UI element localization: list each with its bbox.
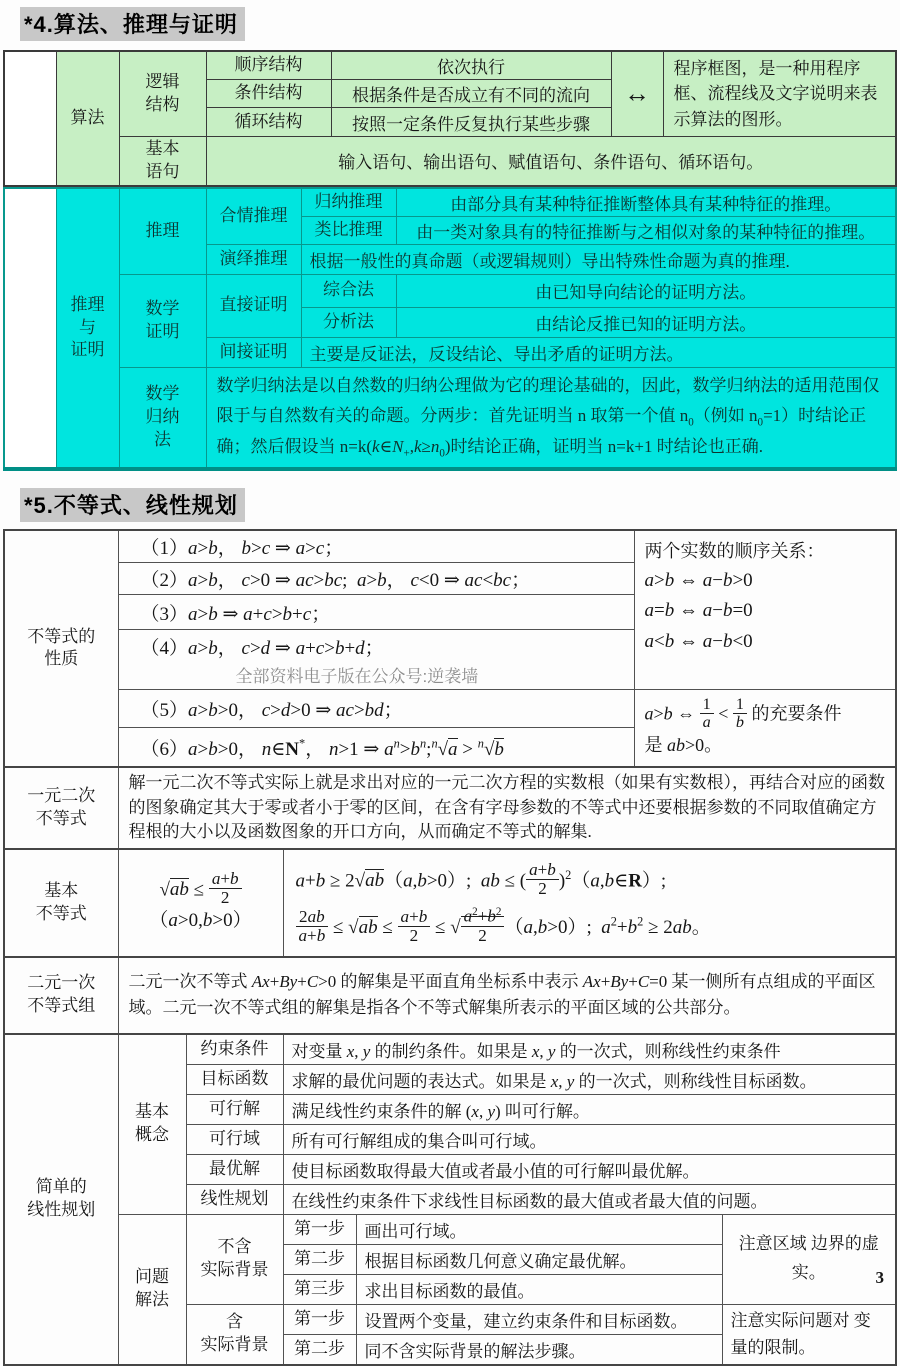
label-line: 不等式组 [27,996,96,1016]
basic-inequality-line2: $\frac{2ab}{a+b}$ ≤ √ab ≤ $\frac{a+b}{2}$ ≤ √ $\frac{a^2+b^2}{2}$ （a,b>0）; $a^2+b^2 \ge 2ab$。 [296,907,884,945]
feasible-region-desc: 所有可行解组成的集合叫可行域。 [283,1124,896,1154]
order-relation-note [634,530,896,690]
table-row [4,137,896,186]
objective-function-desc: 求解的最优问题的表达式。如果是 x, y 的一次式，则称线性目标函数。 [283,1064,896,1094]
section4-title: *4.算法、推理与证明 [20,7,245,41]
table-row [4,690,896,728]
analytic-method-label: 分析法 [301,307,396,337]
math-induction-desc: 数学归纳法是以自然数的归纳公理做为它的理论基础的，因此，数学归纳法的适用范围仅限于与自然数有关的命题。分两步：首先证明当 n 取第一个值 $n_0$（例如 $n_0=1$）时结论正确；然后假设当 $n=k(k\in N_+,k\ge n_0)$时结论正确，证明当 n=k+1 时结论也正确. [206,367,896,469]
label-line: 实际背景 [200,1260,269,1280]
property-6: （6）a>b>0， n∈N*， n>1 ⇒ $a^n>b^n;^n√a > ^n√b$ [118,728,634,767]
note-line: a<b ⇔ a−b<0 [644,630,753,652]
linear-programming-def-label: 线性规划 [186,1184,283,1214]
step1-desc: 画出可行域。 [356,1214,722,1244]
label-line: 证明 [70,340,105,360]
math-induction-label [119,367,206,469]
page-number: 3 [875,1268,884,1287]
step2-desc: 根据目标函数几何意义确定最优解。 [356,1244,722,1274]
feasible-region-label: 可行域 [186,1124,283,1154]
label-line: 证明 [145,321,180,341]
label-line: 线性规划 [27,1200,96,1220]
plausible-reasoning-label: 合情推理 [206,188,301,245]
linear-system-label [4,957,118,1034]
table-row [4,188,896,217]
synthetic-method-label: 综合法 [301,274,396,307]
label-line: 逻辑 [145,72,180,92]
label-line: 性质 [44,649,79,669]
flowchart-note: 程序框图，是一种用程序框、流程线及文字说明来表示算法的图形。 [663,51,896,137]
step3-label: 第三步 [283,1274,356,1304]
loop-structure-label: 循环结构 [206,108,331,137]
basic-inequality-content [283,849,896,957]
section4-header-row [20,7,900,41]
quadratic-inequality-label [4,767,118,849]
loop-structure-desc: 按照一定条件反复执行某些步骤 [331,108,611,137]
direct-proof-label: 直接证明 [206,274,301,337]
indirect-proof-label: 间接证明 [206,337,301,367]
reasoning-proof-table [3,187,897,471]
note-title: 两个实数的顺序关系： [644,541,825,562]
inductive-reasoning-label: 归纳推理 [301,188,396,217]
label-line: 一元二次 [27,785,96,805]
analytic-method-desc: 由结论反推已知的证明方法。 [396,307,896,337]
inductive-reasoning-desc: 由部分具有某种特征推断整体具有某种特征的推理。 [396,188,896,217]
indirect-proof-desc: 主要是反证法，反设结论、导出矛盾的证明方法。 [301,337,896,367]
algorithm-label: 算法 [56,51,119,186]
left-spacer-cell [4,188,56,469]
deductive-reasoning-label: 演绎推理 [206,244,301,274]
no-background-label [186,1214,283,1304]
synthetic-method-desc: 由已知导向结论的证明方法。 [396,274,896,307]
label-line: 基本 [44,880,79,900]
property-5: （5）a>b>0， c>d>0 ⇒ ac>bd； [118,690,634,728]
property-4-formula: （4）a>b， c>d ⇒ a+c>b+d； [140,638,384,660]
left-spacer-cell [4,51,56,186]
table-row [4,957,896,1034]
condition-structure-desc: 根据条件是否成立有不同的流向 [331,80,611,108]
label-line: 不等式的 [27,626,96,646]
step1-label: 第一步 [283,1214,356,1244]
table-row [4,51,896,80]
label-line: 与 [79,317,96,337]
label-line: 法 [154,429,171,449]
basic-inequality-line1: a+b ≥ 2√ab（a,b>0）; ab ≤ ( $\frac{a+b}{2}$ )$^2$（a,b∈R）; [295,859,667,898]
analogical-reasoning-label: 类比推理 [301,216,396,244]
basic-inequality-formula: √ab ≤ $\frac{a+b}{2}$ （a>0,b>0） [118,849,283,957]
analogical-reasoning-desc: 由一类对象具有的特征推断与之相似对象的某种特征的推理。 [396,216,896,244]
optimal-solution-desc: 使目标函数取得最大值或者最小值的可行解叫最优解。 [283,1154,896,1184]
table-row [4,1034,896,1065]
label-line: 解法 [135,1290,169,1310]
linear-programming-label [4,1034,118,1365]
label-line: 归纳 [145,407,180,426]
label-line: 不含 [217,1237,252,1257]
bg-step1-desc: 设置两个变量，建立约束条件和目标函数。 [356,1304,722,1334]
label-line: 概念 [135,1125,169,1145]
condition-structure-label: 条件结构 [206,80,331,108]
table-row [4,1214,896,1244]
step2-label: 第二步 [283,1244,356,1274]
watermark-text: 全部资料电子版在公众号:逆袭墙 [235,667,479,687]
basic-statements-desc: 输入语句、输出语句、赋值语句、条件语句、循环语句。 [206,137,896,186]
basic-statements-label [119,137,206,186]
inequality-properties-label [4,530,118,767]
bg-step2-desc: 同不含实际背景的解法步骤。 [356,1334,722,1365]
reciprocal-note: a>b ⇔ $\frac{1}{a}$ < $\frac{1}{b}$ 的充要条件 是 ab>0。 [634,690,896,767]
feasible-solution-desc: 满足线性约束条件的解 (x, y) 叫可行解。 [283,1094,896,1124]
bg-step1-label: 第一步 [283,1304,356,1334]
bg-step2-label: 第二步 [283,1334,356,1365]
label-line: 简单的 [35,1177,87,1197]
math-proof-label [119,274,206,367]
label-line: 不等式 [35,903,87,923]
table-row [4,530,896,563]
sequence-structure-desc: 依次执行 [331,51,611,80]
reasoning-proof-label [56,188,119,469]
section5-header-row [20,488,900,522]
sequence-structure-label: 顺序结构 [206,51,331,80]
deductive-reasoning-desc: 根据一般性的真命题（或逻辑规则）导出特殊性命题为真的推理. [301,244,896,274]
step3-desc: 求出目标函数的最值。 [356,1274,722,1304]
region-boundary-note: 注意区域 边界的虚实。 [722,1214,896,1304]
problem-solving-label [118,1214,186,1365]
variable-limit-note: 注意实际问题对 变量的限制。 [722,1304,896,1365]
label-line: 实际背景 [200,1335,269,1355]
note-line: a>b ⇔ a−b>0 [644,569,753,591]
linear-programming-def-desc: 在线性约束条件下求线性目标函数的最大值或者最大值的问题。 [283,1184,896,1214]
algorithm-table [3,50,897,187]
quadratic-inequality-desc: 解一元二次不等式实际上就是求出对应的一元二次方程的实数根（如果有实数根），再结合对应的函数的图象确定其大于零或者小于零的区间，在含有字母参数的不等式中还要根据参数的不同取值确定方程根的大小以及函数图象的开口方向，从而确定不等式的解集. [118,767,896,849]
objective-function-label: 目标函数 [186,1064,283,1094]
constraint-desc: 对变量 x, y 的制约条件。如果是 x, y 的一次式，则称线性约束条件 [283,1034,896,1065]
property-3: （3）a>b ⇒ a+c>b+c； [118,595,634,630]
property-2: （2）a>b， c>0 ⇒ ac>bc; a>b， c<0 ⇒ ac<bc； [118,563,634,595]
label-line: 基本 [135,1102,169,1122]
with-background-label [186,1304,283,1365]
label-line: 语句 [145,161,180,181]
table-row [4,767,896,849]
table-row [4,849,896,957]
label-line: 数学 [145,384,180,404]
linear-system-desc: 二元一次不等式 Ax+By+C>0 的解集是平面直角坐标系中表示 Ax+By+C=0 某一侧所有点组成的平面区域。二元一次不等式组的解集是指各个不等式解集所表示的平面区域的公共部分。 [118,957,896,1034]
table-row [4,367,896,469]
label-line: 数学 [145,298,180,318]
feasible-solution-label: 可行解 [186,1094,283,1124]
label-line: 二元一次 [27,973,96,993]
section5-title: *5.不等式、线性规划 [20,488,245,522]
property-4 [118,630,634,690]
label-line: 不等式 [35,808,87,828]
label-line: 含 [226,1312,243,1332]
left-right-arrow-icon: ↔ [611,51,663,137]
basic-concepts-label [118,1034,186,1215]
optimal-solution-label: 最优解 [186,1154,283,1184]
label-line: 结构 [145,95,180,114]
label-line: 问题 [135,1267,169,1287]
note-line: a=b ⇔ a−b=0 [644,600,753,622]
label-line: 推理 [70,294,105,314]
inequality-table [3,529,897,1366]
property-1: （1）a>b， b>c ⇒ a>c； [118,530,634,563]
table-row [4,274,896,307]
constraint-label: 约束条件 [186,1034,283,1065]
basic-inequality-label [4,849,118,957]
reasoning-label: 推理 [119,188,206,275]
label-line: 基本 [145,139,180,158]
logic-structure-label [119,51,206,137]
